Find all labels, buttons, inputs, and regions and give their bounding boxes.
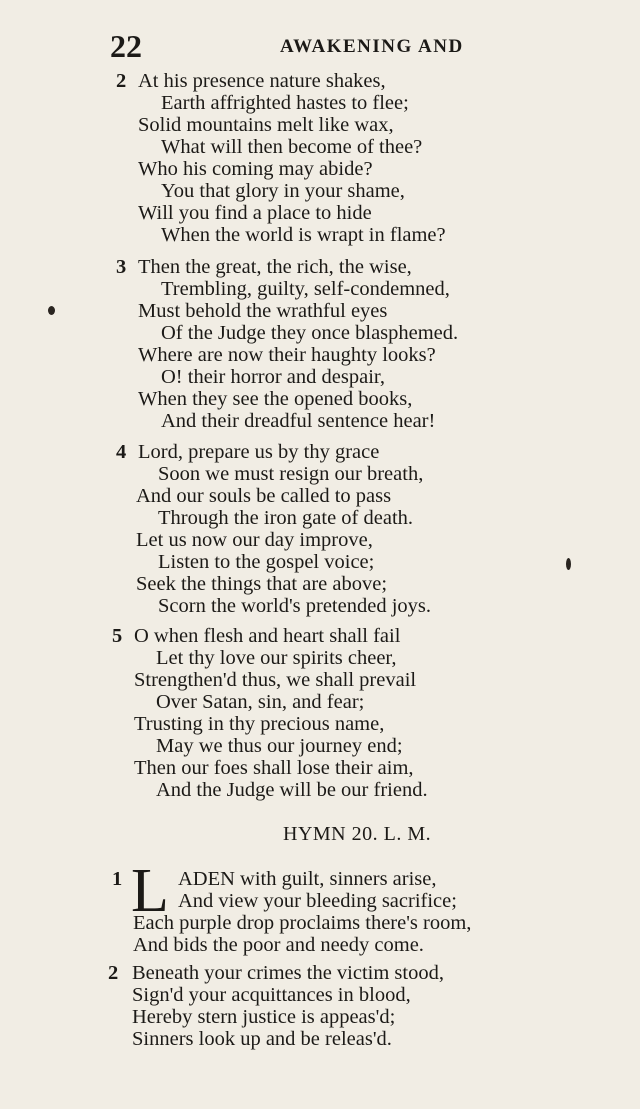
ink-speck <box>566 558 571 570</box>
verse-line: Will you find a place to hide <box>138 202 372 224</box>
verse-line: O when flesh and heart shall fail <box>134 625 401 647</box>
verse-line: Of the Judge they once blasphemed. <box>161 322 459 344</box>
verse-line: Listen to the gospel voice; <box>158 551 375 573</box>
ink-speck <box>48 306 55 315</box>
verse-line: Let us now our day improve, <box>136 529 373 551</box>
verse-line: Let thy love our spirits cheer, <box>156 647 397 669</box>
verse-line: Strengthen'd thus, we shall prevail <box>134 669 417 691</box>
verse-line: Solid mountains melt like wax, <box>138 114 394 136</box>
verse-line: Each purple drop proclaims there's room, <box>133 912 472 934</box>
hymn-title: HYMN 20. L. M. <box>283 823 432 845</box>
stanza-number: 2 <box>108 962 119 984</box>
verse-line: ADEN with guilt, sinners arise, <box>178 868 437 890</box>
verse-line: Then our foes shall lose their aim, <box>134 757 414 779</box>
verse-line: Beneath your crimes the victim stood, <box>132 962 444 984</box>
verse-line: And bids the poor and needy come. <box>133 934 424 956</box>
verse-line: When the world is wrapt in flame? <box>161 224 446 246</box>
verse-line: Seek the things that are above; <box>136 573 388 595</box>
verse-line: Scorn the world's pretended joys. <box>158 595 431 617</box>
running-title: AWAKENING AND <box>280 36 464 57</box>
verse-line: Hereby stern justice is appeas'd; <box>132 1006 396 1028</box>
verse-line: Through the iron gate of death. <box>158 507 414 529</box>
verse-line: And the Judge will be our friend. <box>156 779 428 801</box>
page-number: 22 <box>110 28 142 64</box>
verse-line: Sign'd your acquittances in blood, <box>132 984 411 1006</box>
stanza-number: 4 <box>116 441 127 463</box>
verse-line: Trusting in thy precious name, <box>134 713 385 735</box>
verse-line: When they see the opened books, <box>138 388 413 410</box>
verse-line: What will then become of thee? <box>161 136 423 158</box>
verse-line: You that glory in your shame, <box>161 180 405 202</box>
verse-line: And our souls be called to pass <box>136 485 392 507</box>
verse-line: At his presence nature shakes, <box>138 70 386 92</box>
verse-line: Over Satan, sin, and fear; <box>156 691 365 713</box>
verse-line: Earth affrighted hastes to flee; <box>161 92 409 114</box>
stanza-number: 3 <box>116 256 127 278</box>
verse-line: Sinners look up and be releas'd. <box>132 1028 392 1050</box>
verse-line: Then the great, the rich, the wise, <box>138 256 412 278</box>
verse-line: And their dreadful sentence hear! <box>161 410 436 432</box>
verse-line: Who his coming may abide? <box>138 158 373 180</box>
page-header <box>110 28 530 68</box>
stanza-number: 5 <box>112 625 123 647</box>
stanza-number: 1 <box>112 868 123 890</box>
verse-line: Trembling, guilty, self-condemned, <box>161 278 450 300</box>
verse-line: May we thus our journey end; <box>156 735 403 757</box>
stanza-number: 2 <box>116 70 127 92</box>
verse-line: O! their horror and despair, <box>161 366 386 388</box>
verse-line: Must behold the wrathful eyes <box>138 300 388 322</box>
drop-cap: L <box>131 857 169 925</box>
verse-line: Lord, prepare us by thy grace <box>138 441 380 463</box>
verse-line: Soon we must resign our breath, <box>158 463 424 485</box>
verse-line: Where are now their haughty looks? <box>138 344 436 366</box>
verse-line: And view your bleeding sacrifice; <box>178 890 457 912</box>
